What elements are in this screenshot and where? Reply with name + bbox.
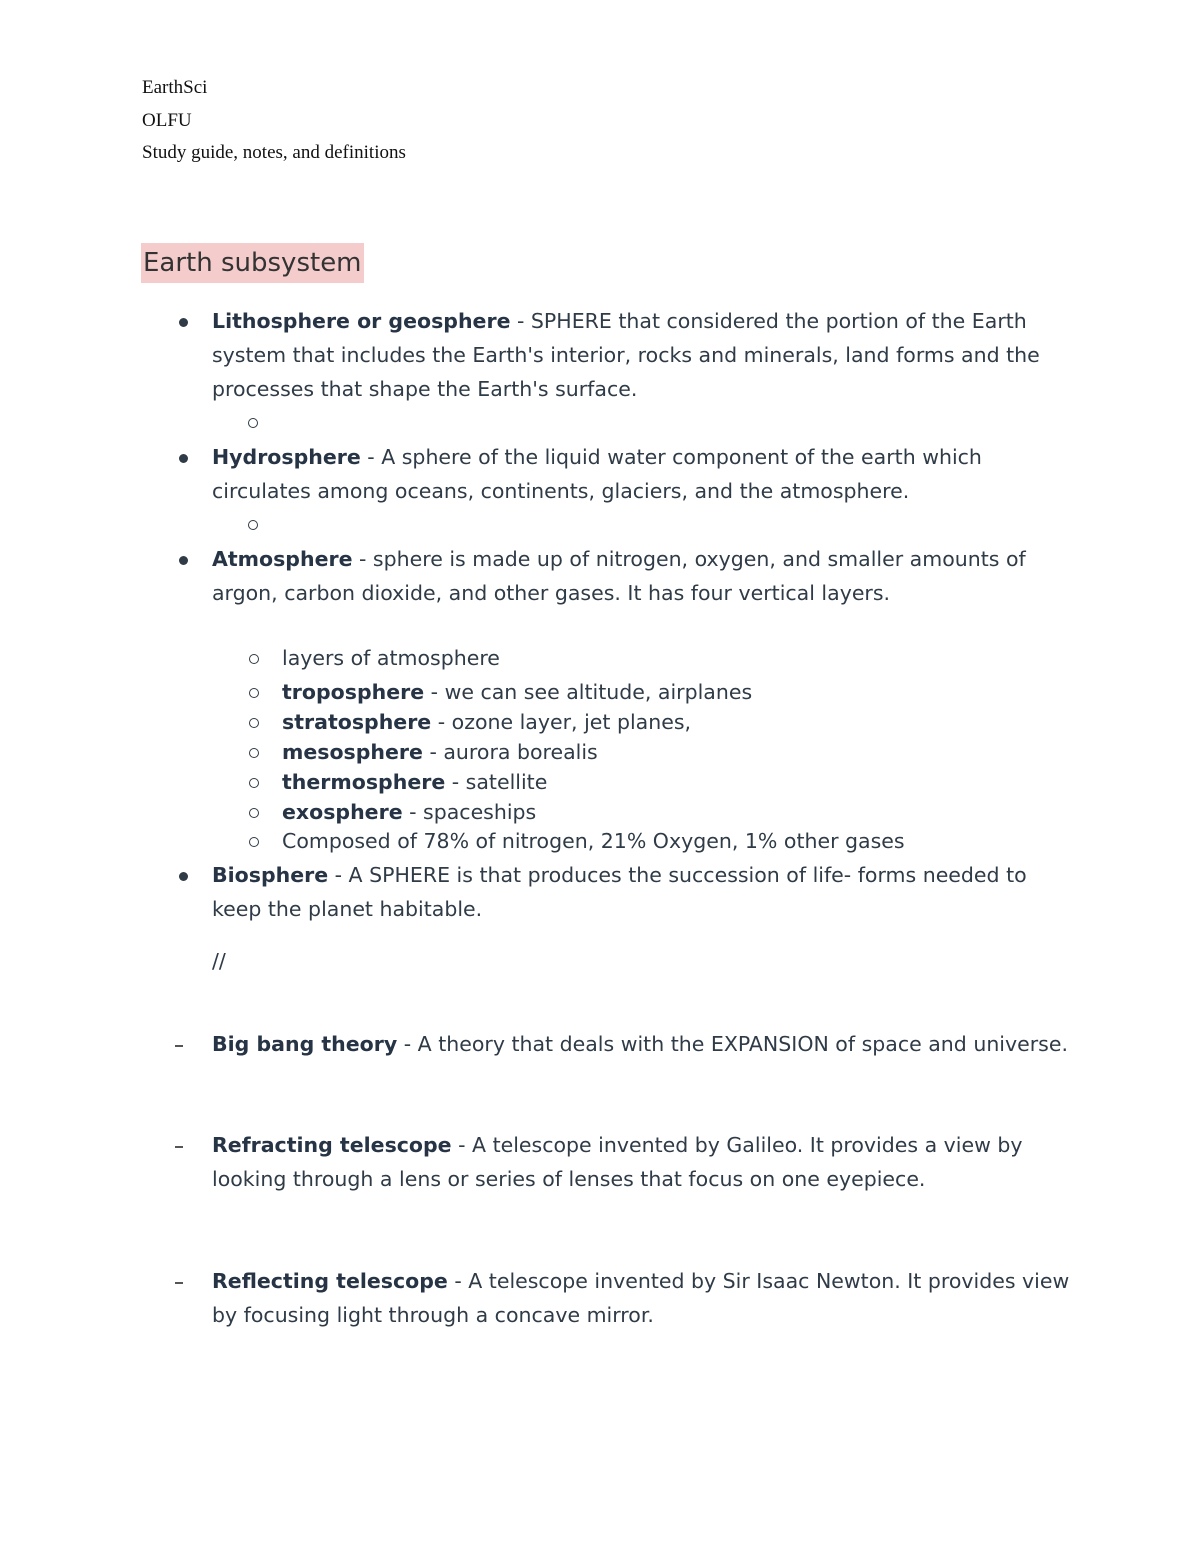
definition-desc: - A theory that deals with the EXPANSION of space and universe.: [397, 1032, 1068, 1056]
definition-big-bang: [212, 1027, 1072, 1061]
layer-term: thermosphere: [282, 770, 446, 794]
sub-item-stratosphere: [282, 707, 691, 737]
sub-item-layers-heading: layers of atmosphere: [282, 646, 500, 670]
sub-bullet-icon: [249, 808, 259, 818]
layer-term: mesosphere: [282, 740, 423, 764]
sub-bullet-icon: [249, 718, 259, 728]
list-item-biosphere: [212, 858, 1072, 926]
sub-bullet-icon: [249, 688, 259, 698]
definition-reflecting-telescope: [212, 1264, 1072, 1332]
definition-term: Big bang theory: [212, 1032, 398, 1056]
empty-sub-bullet-icon: [248, 520, 258, 530]
bullet-icon: [179, 872, 188, 881]
dash-icon: [175, 1282, 183, 1284]
empty-sub-bullet-icon: [248, 418, 258, 428]
definition-biosphere: - A SPHERE is that produces the succession of life- forms needed to keep the planet habitable.: [212, 863, 1027, 921]
sub-bullet-icon: [249, 654, 259, 664]
list-item-hydrosphere: [212, 440, 1072, 508]
layer-desc: - aurora borealis: [422, 740, 598, 764]
list-item-atmosphere: [212, 542, 1072, 610]
header-subtitle: Study guide, notes, and definitions: [142, 142, 406, 163]
layer-desc: - spaceships: [402, 800, 537, 824]
definition-lithosphere: - SPHERE that considered the portion of the Earth system that includes the Earth's interior, rocks and minerals, land forms and the processes that shape the Earth's surface.: [212, 309, 1040, 401]
term-biosphere: Biosphere: [212, 863, 329, 887]
layer-desc: - we can see altitude, airplanes: [424, 680, 753, 704]
layer-term: stratosphere: [282, 710, 432, 734]
definition-hydrosphere: - A sphere of the liquid water component of the earth which circulates among oceans, continents, glaciers, and the atmosphere.: [212, 445, 982, 503]
sub-item-exosphere: [282, 797, 536, 827]
bullet-icon: [179, 318, 188, 327]
sub-item-mesosphere: [282, 737, 598, 767]
definition-term: Reflecting telescope: [212, 1269, 448, 1293]
sub-bullet-icon: [249, 748, 259, 758]
definition-refracting-telescope: [212, 1128, 1072, 1196]
term-hydrosphere: Hydrosphere: [212, 445, 361, 469]
sub-item-troposphere: [282, 677, 752, 707]
bullet-icon: [179, 556, 188, 565]
layer-term: troposphere: [282, 680, 425, 704]
sub-item-thermosphere: [282, 767, 547, 797]
bullet-icon: [179, 454, 188, 463]
sub-bullet-icon: [249, 837, 259, 847]
layer-term: exosphere: [282, 800, 403, 824]
definition-term: Refracting telescope: [212, 1133, 452, 1157]
term-lithosphere: Lithosphere or geosphere: [212, 309, 511, 333]
layer-desc: - ozone layer, jet planes,: [431, 710, 692, 734]
sub-bullet-icon: [249, 778, 259, 788]
definition-desc: - A telescope invented by Sir Isaac Newton. It provides view by focusing light through a concave mirror.: [212, 1269, 1070, 1327]
section-heading: Earth subsystem: [141, 243, 364, 283]
document-header: [142, 72, 406, 170]
header-course: EarthSci: [142, 77, 208, 98]
layer-desc: - satellite: [445, 770, 548, 794]
dash-icon: [175, 1146, 183, 1148]
header-school: OLFU: [142, 109, 192, 131]
definition-atmosphere: - sphere is made up of nitrogen, oxygen, and smaller amounts of argon, carbon dioxide, and other gases. It has four vertical layers.: [212, 547, 1026, 605]
list-item-lithosphere: [212, 304, 1072, 406]
sub-item-composition: Composed of 78% of nitrogen, 21% Oxygen, 1% other gases: [282, 829, 905, 853]
term-atmosphere: Atmosphere: [212, 547, 353, 571]
separator-mark: //: [212, 949, 226, 973]
definition-desc: - A telescope invented by Galileo. It provides a view by looking through a lens or series of lenses that focus on one eyepiece.: [212, 1133, 1023, 1191]
dash-icon: [175, 1045, 183, 1047]
